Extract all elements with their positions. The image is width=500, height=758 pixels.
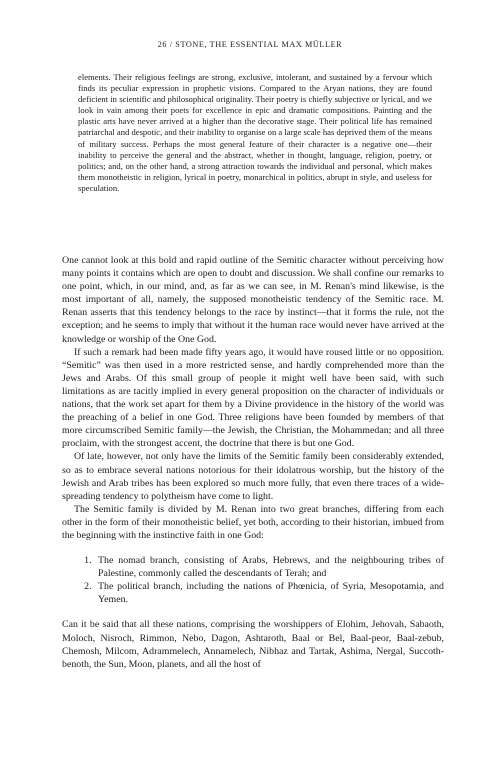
list-item: 1. The nomad branch, consisting of Arabs, Hebrews, and the neighbouring tribes of Palestine, commonly called the descendants of Terah; and xyxy=(94,554,444,580)
running-head: 26 / STONE, THE ESSENTIAL MAX MÜLLER xyxy=(157,40,343,49)
paragraph-1: One cannot look at this bold and rapid outline of the Semitic character without perceiving how many points it contains which are open to doubt and discussion. We shall confine our remarks to one point, which, in our mind, and, as far as we can see, in M. Renan's mind likewise, is the most important of all, namely, the supposed monotheistic tendency of the Semitic race. M. Renan asserts that this tendency belongs to the race by instinct—that it forms the rule, not the exception; and he seems to imply that without it the human race would never have arrived at the knowledge or worship of the One God. xyxy=(62,255,444,345)
list-item: 2. The political branch, including the nations of Phœnicia, of Syria, Mesopotamia, and Yemen. xyxy=(94,580,444,606)
branch-list xyxy=(62,554,444,606)
block-quote: elements. Their religious feelings are strong, exclusive, intolerant, and sustained by a fervour which finds its peculiar expression in prophetic visions. Compared to the Aryan nations, they are found deficient in scientific and philosophical originality. Their poetry is chiefly subjective or lyrical, and we look in vain among their poets for excellence in epic and dramatic compositions. Painting and the plastic arts have never arrived at a higher than the decorative stage. Their political life has remained patriarchal and despotic, and their inability to organise on a large scale has deprived them of the means of military success. Perhaps the most general feature of their character is a negative one—their inability to perceive the general and the abstract, whether in thought, language, religion, poetry, or politics; and, on the other hand, a strong attraction towards the individual and personal, which makes them monotheistic in religion, lyrical in poetry, monarchical in politics, abrupt in style, and useless for speculation. xyxy=(78,72,432,193)
paragraph-2: If such a remark had been made fifty years ago, it would have roused little or no opposition. “Semitic” was then used in a more restricted sense, and hardly comprehended more than the Jews and Arabs. Of this small group of people it might well have been said, with such limitations as are tacitly implied in every general proposition on the character of individuals or nations, that the work set apart for them by a Divine providence in the history of the world was the preaching of a belief in one God. Three religions have been founded by members of that more circumscribed Semitic family—the Jewish, the Christian, the Mohammedan; and all three proclaim, with the strongest accent, the doctrine that there is but one God. xyxy=(62,346,444,450)
body-text xyxy=(62,254,444,671)
paragraph-4: The Semitic family is divided by M. Renan into two great branches, differing from each other in the form of their monotheistic belief, yet both, according to their historian, imbued from the beginning with the instinctive faith in one God: xyxy=(62,503,444,541)
paragraph-3: Of late, however, not only have the limits of the Semitic family been considerably extended, so as to embrace several nations notorious for their idolatrous worship, but the history of the Jewish and Arab tribes has been explored so much more fully, that even there traces of a wide-spreading tendency to polytheism have come to light. xyxy=(62,451,444,502)
paragraph-5: Can it be said that all these nations, comprising the worshippers of Elohim, Jehovah, Sabaoth, Moloch, Nisroch, Rimmon, Nebo, Dagon, Ashtaroth, Baal or Bel, Baal-peor, Baal-zebub, Chemosh, Milcom, Adrammelech, Annamelech, Nibhaz and Tartak, Ashima, Nergal, Succoth-benoth, the Sun, Moon, planets, and all the host of xyxy=(62,619,444,670)
